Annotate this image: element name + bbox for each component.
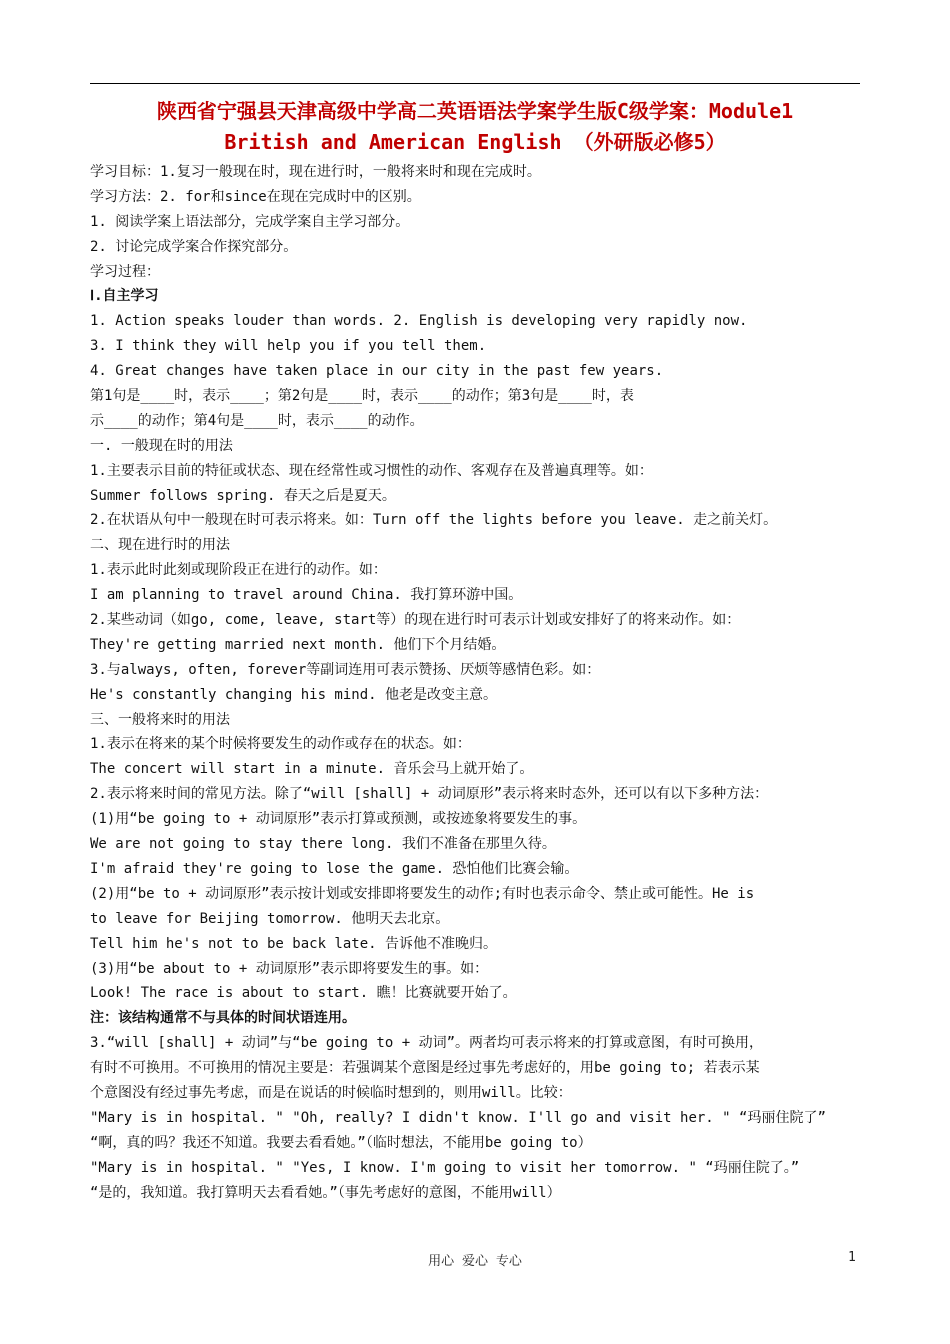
text-line: Look! The race is about to start. 瞧！比赛就要开始了。 bbox=[90, 985, 517, 1002]
text-line: The concert will start in a minute. 音乐会马上就开始了。 bbox=[90, 761, 534, 778]
text-line: 2.表示将来时间的常见方法。除了“will [shall] + 动词原形”表示将来时态外，还可以有以下多种方法： bbox=[90, 786, 769, 803]
text-line: 学习过程： bbox=[90, 263, 160, 280]
fill-blank-line: 示____的动作；第4句是____时，表示____的动作。 bbox=[90, 412, 424, 429]
text-line: 个意图没有经过事先考虑，而是在说话的时候临时想到的，则用will。比较： bbox=[90, 1084, 572, 1101]
text-line: 3.“will [shall] + 动词”与“be going to + 动词”。两者均可表示将来的打算或意图，有时可换用， bbox=[90, 1035, 764, 1052]
text-line: 有时不可换用。不可换用的情况主要是：若强调某个意图是经过事先考虑好的，用be going to; 若表示某 bbox=[90, 1060, 760, 1077]
text-line: 3.与always, often, forever等副词连用可表示赞扬、厌烦等感情色彩。如： bbox=[90, 661, 601, 678]
text-line: 1.表示此时此刻或现阶段正在进行的动作。如： bbox=[90, 562, 387, 579]
text-line: He's constantly changing his mind. 他老是改变主意。 bbox=[90, 686, 498, 703]
text-line: We are not going to stay there long. 我们不准备在那里久待。 bbox=[90, 836, 556, 853]
section-heading: Ⅰ.自主学习 bbox=[90, 288, 159, 305]
text-line: (3)用“be about to + 动词原形”表示即将要发生的事。如： bbox=[90, 960, 489, 977]
text-line: 1.主要表示目前的特征或状态、现在经常性或习惯性的动作、客观存在及普遍真理等。如： bbox=[90, 462, 653, 479]
text-line: 1. 阅读学案上语法部分，完成学案自主学习部分。 bbox=[90, 213, 410, 230]
text-line: 2. 讨论完成学案合作探究部分。 bbox=[90, 238, 298, 255]
text-line: “啊，真的吗？我还不知道。我要去看看她。”（临时想法，不能用be going to） bbox=[90, 1134, 592, 1151]
document-title bbox=[90, 96, 860, 158]
text-line: (2)用“be to + 动词原形”表示按计划或安排即将要发生的动作;有时也表示命令、禁止或可能性。He is bbox=[90, 885, 755, 902]
text-line: "Mary is in hospital. " "Oh, really? I didn't know. I'll go and visit her. " “玛丽住院了” bbox=[90, 1109, 826, 1126]
text-line: 1.表示在将来的某个时候将要发生的动作或存在的状态。如： bbox=[90, 736, 471, 753]
header-rule bbox=[90, 83, 860, 84]
text-line: (1)用“be going to + 动词原形”表示打算或预测，或按迹象将要发生的事。 bbox=[90, 811, 587, 828]
section-heading: 一. 一般现在时的用法 bbox=[90, 437, 233, 454]
note-line: 注：该结构通常不与具体的时间状语连用。 bbox=[90, 1010, 356, 1027]
text-line: They're getting married next month. 他们下个月结婚。 bbox=[90, 636, 506, 653]
document-body bbox=[90, 160, 865, 1205]
exercise-line: 1. Action speaks louder than words. 2. English is developing very rapidly now. bbox=[90, 313, 748, 330]
page-number: 1 bbox=[848, 1250, 856, 1265]
text-line: 学习目标：1.复习一般现在时，现在进行时，一般将来时和现在完成时。 bbox=[90, 164, 541, 180]
fill-blank-line: 第1句是____时，表示____；第2句是____时，表示____的动作；第3句是____时，表 bbox=[90, 388, 634, 405]
page-footer: 用心 爱心 专心 bbox=[428, 1254, 522, 1269]
title-line-2: British and American English （外研版必修5） bbox=[224, 130, 726, 154]
text-line: to leave for Beijing tomorrow. 他明天去北京。 bbox=[90, 910, 450, 927]
title-line-1: 陕西省宁强县天津高级中学高二英语语法学案学生版C级学案：Module1 bbox=[156, 99, 794, 123]
text-line: 2.在状语从句中一般现在时可表示将来。如：Turn off the lights before you leave. 走之前关灯。 bbox=[90, 512, 778, 529]
text-line: “是的，我知道。我打算明天去看看她。”（事先考虑好的意图，不能用will） bbox=[90, 1184, 561, 1201]
section-heading: 三、一般将来时的用法 bbox=[90, 711, 230, 728]
text-line: Tell him he's not to be back late. 告诉他不准晚归。 bbox=[90, 935, 498, 952]
exercise-line: 3. I think they will help you if you tell them. bbox=[90, 338, 487, 355]
text-line: I'm afraid they're going to lose the game. 恐怕他们比赛会输。 bbox=[90, 860, 579, 877]
text-line: I am planning to travel around China. 我打算环游中国。 bbox=[90, 587, 523, 604]
exercise-line: 4. Great changes have taken place in our city in the past few years. bbox=[90, 363, 664, 380]
text-line: 学习方法：2. for和since在现在完成时中的区别。 bbox=[90, 188, 421, 205]
text-line: "Mary is in hospital. " "Yes, I know. I'm going to visit her tomorrow. " “玛丽住院了。” bbox=[90, 1159, 800, 1176]
text-line: 2.某些动词（如go, come, leave, start等）的现在进行时可表示计划或安排好了的将来动作。如： bbox=[90, 612, 741, 629]
section-heading: 二、现在进行时的用法 bbox=[90, 537, 230, 554]
text-line: Summer follows spring. 春天之后是夏天。 bbox=[90, 487, 396, 504]
